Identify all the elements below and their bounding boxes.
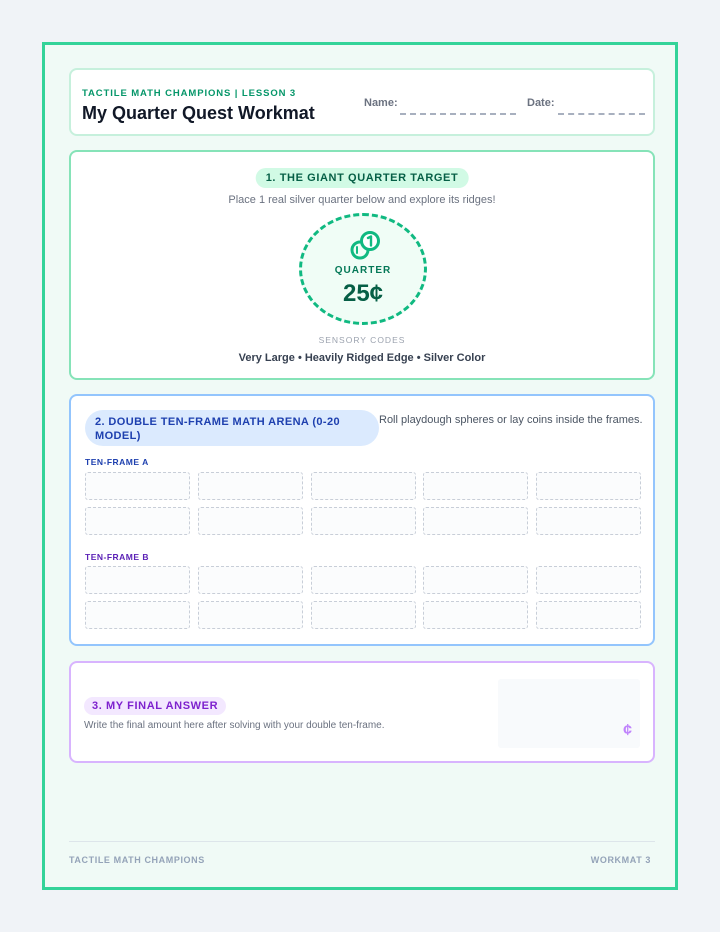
quarter-drop-zone[interactable] [299, 213, 427, 325]
ten-frame-b-label: TEN-FRAME B [85, 552, 150, 562]
coin-value: 25¢ [342, 280, 384, 307]
ten-frame-b-cell[interactable] [423, 601, 528, 629]
date-line[interactable] [558, 113, 645, 115]
sensory-description: Very Large • Heavily Ridged Edge • Silver Color [238, 352, 486, 364]
ten-frame-b-cell[interactable] [536, 566, 641, 594]
footer-page-label: WORKMAT 3 [590, 855, 651, 865]
ten-frame-a [85, 472, 641, 535]
ten-frame-a-cell[interactable] [311, 507, 416, 535]
ten-frame-a-cell[interactable] [85, 472, 190, 500]
ten-frame-a-cell[interactable] [423, 507, 528, 535]
date-label: Date: [527, 97, 555, 109]
ten-frame-a-cell[interactable] [423, 472, 528, 500]
page-title: My Quarter Quest Workmat [82, 103, 315, 123]
ten-frame-arena-card [69, 394, 655, 646]
ten-frame-b-cell[interactable] [198, 601, 303, 629]
ten-frame-b-cell[interactable] [311, 601, 416, 629]
final-answer-card [69, 661, 655, 763]
name-line[interactable] [400, 113, 516, 115]
footer-divider [69, 841, 655, 842]
ten-frame-a-cell[interactable] [536, 472, 641, 500]
workmat-page [42, 42, 678, 890]
ten-frame-b-cell[interactable] [85, 601, 190, 629]
ten-frame-b-cell[interactable] [536, 601, 641, 629]
ten-frame-a-label: TEN-FRAME A [85, 457, 149, 467]
ten-frame-b-cell[interactable] [423, 566, 528, 594]
ten-frame-a-cell[interactable] [311, 472, 416, 500]
ten-frame-b [85, 566, 641, 629]
section-3-pill: 3. MY FINAL ANSWER [84, 697, 226, 715]
ten-frame-b-cell[interactable] [311, 566, 416, 594]
lesson-eyebrow: TACTILE MATH CHAMPIONS | LESSON 3 [82, 88, 297, 99]
ten-frame-a-cell[interactable] [536, 507, 641, 535]
ten-frame-a-cell[interactable] [198, 472, 303, 500]
quarter-target-card [69, 150, 655, 380]
answer-box[interactable] [498, 679, 640, 748]
coin-label: QUARTER [334, 265, 392, 276]
final-instruction: Write the final amount here after solving with your double ten-frame. [84, 720, 385, 731]
coins-icon [348, 229, 382, 263]
target-instruction: Place 1 real silver quarter below and explore its ridges! [228, 194, 496, 206]
footer-brand: TACTILE MATH CHAMPIONS [69, 855, 205, 865]
section-2-pill: 2. DOUBLE TEN-FRAME MATH ARENA (0-20 MODEL) [85, 410, 379, 446]
sensory-heading: SENSORY CODES [318, 335, 406, 345]
cent-symbol: ¢ [623, 722, 632, 739]
name-label: Name: [364, 97, 398, 109]
date-field[interactable] [527, 97, 645, 115]
ten-frame-b-cell[interactable] [85, 566, 190, 594]
ten-frame-a-cell[interactable] [198, 507, 303, 535]
name-field[interactable] [364, 97, 516, 115]
ten-frame-b-cell[interactable] [198, 566, 303, 594]
ten-frame-a-cell[interactable] [85, 507, 190, 535]
arena-instruction: Roll playdough spheres or lay coins inside the frames. [379, 414, 643, 426]
header-card [69, 68, 655, 136]
section-1-pill: 1. THE GIANT QUARTER TARGET [256, 168, 469, 188]
